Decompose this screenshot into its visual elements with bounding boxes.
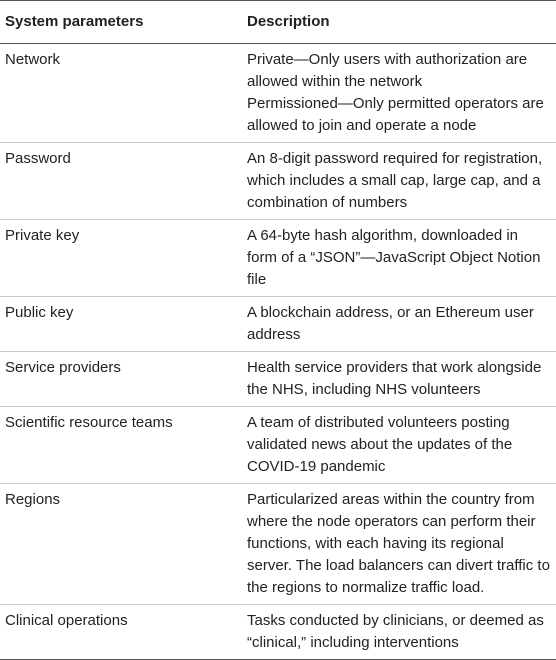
- description-cell: [245, 297, 556, 352]
- description-line: form of a “JSON”—JavaScript Object Notion: [247, 249, 541, 266]
- table-row: [0, 297, 556, 352]
- header-system-parameters: System parameters: [0, 1, 245, 44]
- description-line: Health service providers that work alongside: [247, 359, 542, 376]
- description-cell: [245, 44, 556, 143]
- description-cell: [245, 352, 556, 407]
- table-row: [0, 352, 556, 407]
- table-row: [0, 484, 556, 605]
- table-row: [0, 605, 556, 660]
- description-line: file: [247, 271, 267, 288]
- description-line: allowed to join and operate a node: [247, 117, 477, 134]
- parameter-cell: Service providers: [0, 352, 245, 407]
- description-line: COVID-19 pandemic: [247, 458, 386, 475]
- description-line: allowed within the network: [247, 73, 423, 90]
- description-line: combination of numbers: [247, 194, 408, 211]
- description-line: server. The load balancers can divert traffic to: [247, 557, 550, 574]
- description-cell: [245, 220, 556, 297]
- description-line: the NHS, including NHS volunteers: [247, 381, 481, 398]
- description-cell: [245, 407, 556, 484]
- description-cell: [245, 484, 556, 605]
- table-header: [0, 1, 556, 44]
- table-row: [0, 143, 556, 220]
- description-line: Private—Only users with authorization are: [247, 51, 528, 68]
- description-line: An 8-digit password required for registration,: [247, 150, 543, 167]
- table-row: [0, 220, 556, 297]
- description-cell: [245, 143, 556, 220]
- parameter-cell: Password: [0, 143, 245, 220]
- description-line: functions, with each having its regional: [247, 535, 504, 552]
- parameter-cell: Public key: [0, 297, 245, 352]
- description-line: the regions to normalize traffic load.: [247, 579, 485, 596]
- parameter-cell: Clinical operations: [0, 605, 245, 660]
- table-body: [0, 44, 556, 660]
- parameter-cell: Private key: [0, 220, 245, 297]
- description-line: A team of distributed volunteers posting: [247, 414, 510, 431]
- table-row: [0, 44, 556, 143]
- description-line: Tasks conducted by clinicians, or deemed as: [247, 612, 544, 629]
- description-line: where the node operators can perform their: [247, 513, 536, 530]
- description-cell: [245, 605, 556, 660]
- parameter-cell: Scientific resource teams: [0, 407, 245, 484]
- description-line: validated news about the updates of the: [247, 436, 513, 453]
- description-line: “clinical,” including interventions: [247, 634, 459, 651]
- description-line: which includes a small cap, large cap, and a: [247, 172, 541, 189]
- parameter-cell: Regions: [0, 484, 245, 605]
- parameter-cell: Network: [0, 44, 245, 143]
- header-description: Description: [245, 1, 556, 44]
- description-line: A 64-byte hash algorithm, downloaded in: [247, 227, 519, 244]
- description-line: address: [247, 326, 301, 343]
- description-line: A blockchain address, or an Ethereum user: [247, 304, 534, 321]
- table-row: [0, 407, 556, 484]
- description-line: Particularized areas within the country from: [247, 491, 535, 508]
- description-line: Permissioned—Only permitted operators are: [247, 95, 544, 112]
- table-header-row: [0, 1, 556, 44]
